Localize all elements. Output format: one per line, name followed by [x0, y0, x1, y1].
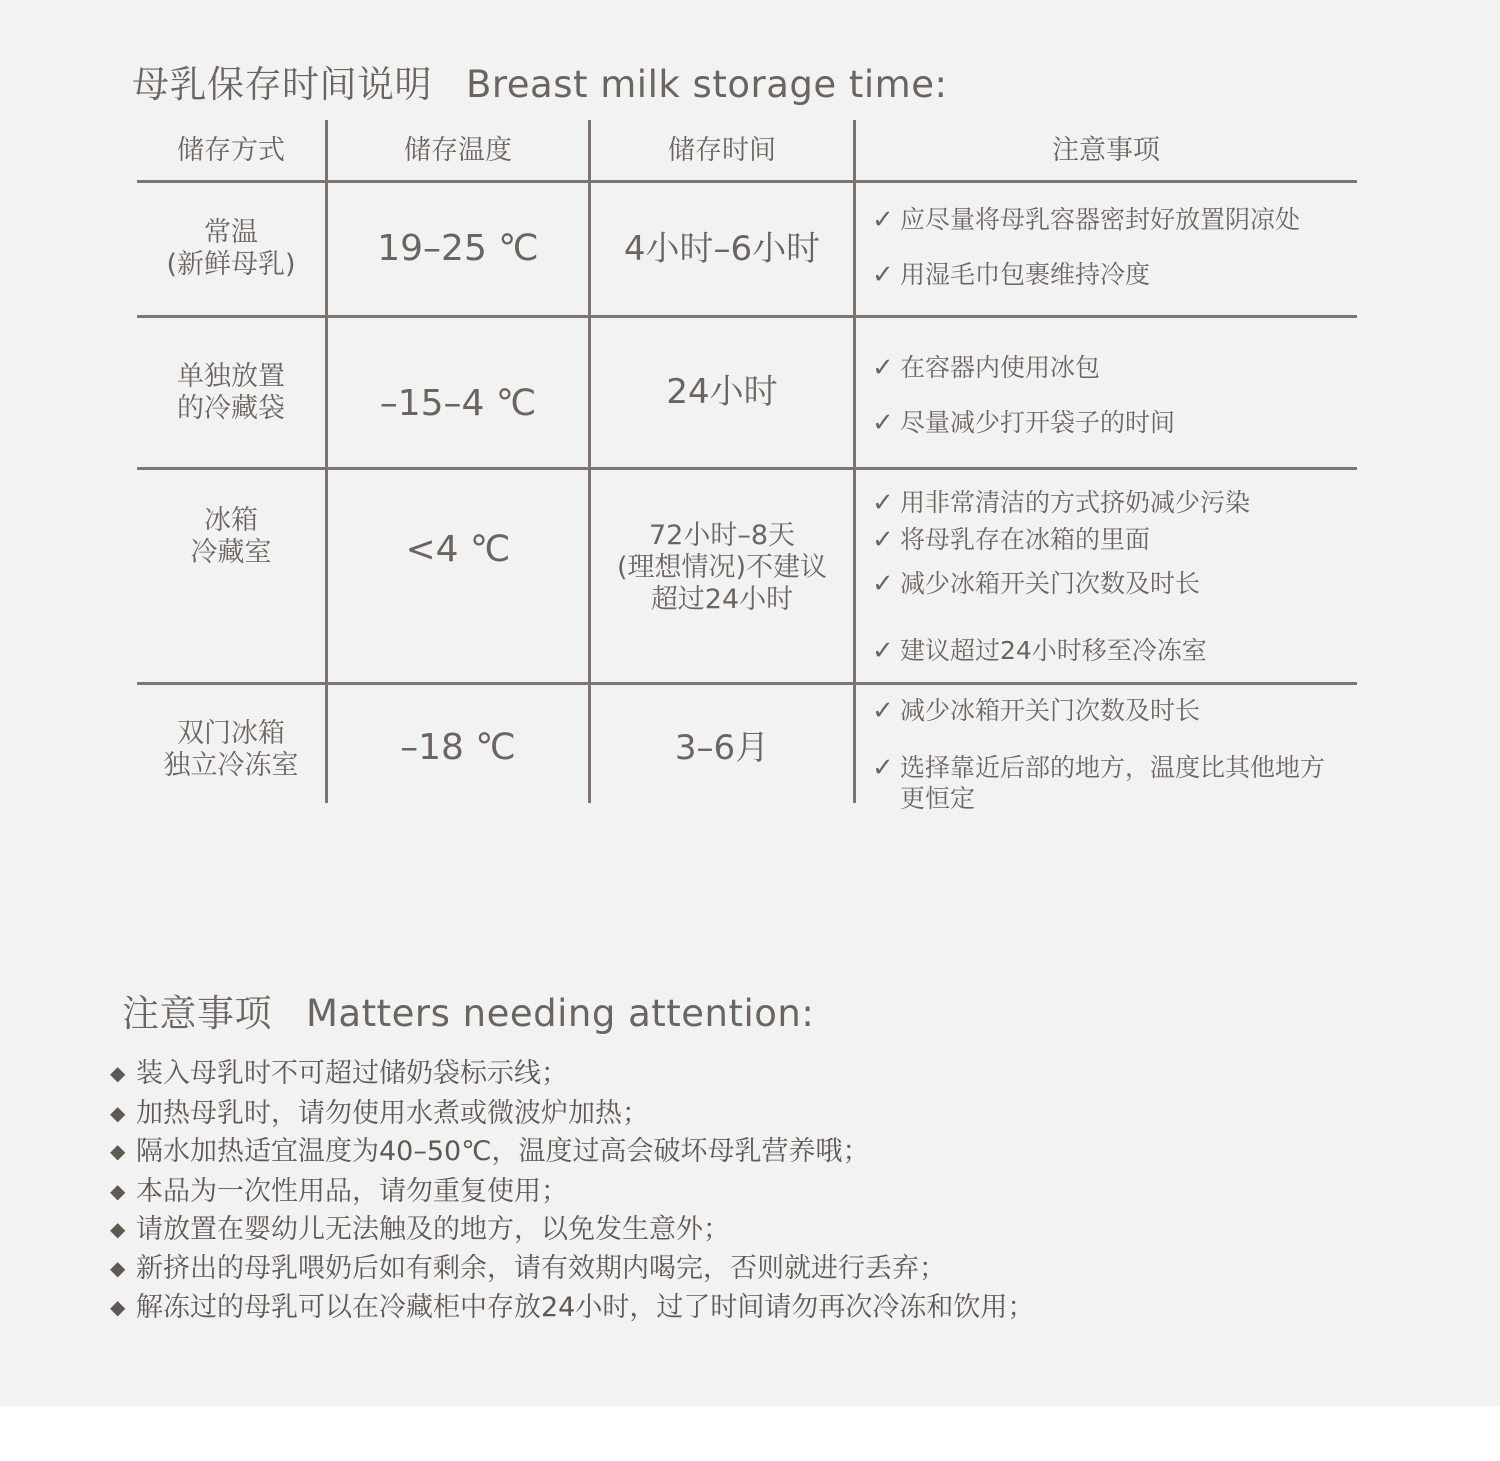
table-row-time — [591, 520, 853, 620]
method-line: (新鲜母乳) — [166, 249, 296, 280]
time-line: 超过24小时 — [650, 583, 794, 615]
check-icon: ✓ — [872, 353, 894, 383]
check-icon: ✓ — [872, 408, 894, 438]
diamond-bullet-icon: ◆ — [110, 1139, 126, 1163]
diamond-bullet-icon: ◆ — [110, 1179, 126, 1203]
list-item: ◆ 请放置在婴幼儿无法触及的地方，以免发生意外； — [110, 1214, 730, 1245]
diamond-bullet-icon: ◆ — [110, 1061, 126, 1085]
method-line: 的冷藏袋 — [177, 392, 285, 424]
note-item: ✓ 建议超过24小时移至冷冻室 — [872, 636, 1207, 666]
table-row-time: 3–6月 — [674, 727, 770, 768]
table-row-method — [137, 183, 325, 315]
check-icon: ✓ — [872, 569, 894, 599]
check-icon: ✓ — [872, 636, 894, 666]
note-item: ✓ 尽量减少打开袋子的时间 — [872, 408, 1176, 438]
diamond-bullet-icon: ◆ — [110, 1217, 126, 1241]
check-icon: ✓ — [872, 525, 894, 555]
header-temperature: 储存温度 — [404, 135, 512, 167]
note-item: ✓ 应尽量将母乳容器密封好放置阴凉处 — [872, 205, 1301, 235]
table-rule-row3 — [137, 682, 1357, 685]
note-item: ✓ 在容器内使用冰包 — [872, 353, 1101, 383]
list-item: ◆ 本品为一次性用品，请勿重复使用； — [110, 1176, 568, 1207]
check-icon: ✓ — [872, 488, 894, 518]
table-row-temperature: 19–25 ℃ — [377, 227, 539, 269]
note-item: ✓ 将母乳存在冰箱的里面 — [872, 525, 1151, 555]
table-row-time: 4小时–6小时 — [623, 228, 821, 269]
check-icon: ✓ — [872, 753, 894, 783]
table-row-temperature: <4 ℃ — [405, 528, 511, 570]
attention-title-en: Matters needing attention: — [306, 992, 815, 1035]
time-line: (理想情况)不建议 — [616, 551, 828, 583]
table-rule-row2 — [137, 467, 1357, 470]
attention-title-cn: 注意事项 — [122, 992, 272, 1035]
method-line: 冰箱 — [204, 505, 258, 536]
list-item: ◆ 新挤出的母乳喂奶后如有剩余，请有效期内喝完，否则就进行丢弃； — [110, 1253, 946, 1284]
storage-title-cn: 母乳保存时间说明 — [132, 63, 432, 106]
note-item: ✓ 用湿毛巾包裹维持冷度 — [872, 260, 1151, 290]
diamond-bullet-icon: ◆ — [110, 1101, 126, 1125]
note-item: ✓ 减少冰箱开关门次数及时长 — [872, 696, 1201, 726]
table-row-time: 24小时 — [666, 372, 778, 413]
diamond-bullet-icon: ◆ — [110, 1256, 126, 1280]
list-item: ◆ 隔水加热适宜温度为40–50℃，温度过高会破坏母乳营养哦； — [110, 1136, 870, 1167]
time-line: 72小时–8天 — [648, 520, 796, 551]
list-item: ◆ 装入母乳时不可超过储奶袋标示线； — [110, 1058, 568, 1089]
list-item: ◆ 加热母乳时，请勿使用水煮或微波炉加热； — [110, 1098, 649, 1129]
storage-section-title — [132, 54, 947, 108]
header-time: 储存时间 — [668, 135, 776, 167]
list-item: ◆ 解冻过的母乳可以在冷藏柜中存放24小时，过了时间请勿再次冷冻和饮用； — [110, 1292, 1035, 1323]
check-icon: ✓ — [872, 260, 894, 290]
table-row-temperature: –18 ℃ — [400, 726, 516, 768]
storage-title-en: Breast milk storage time: — [466, 63, 948, 106]
table-row-method — [137, 318, 325, 467]
header-notes: 注意事项 — [1052, 135, 1160, 167]
note-item: ✓ 用非常清洁的方式挤奶减少污染 — [872, 488, 1251, 518]
method-line: 双门冰箱 — [177, 718, 285, 750]
check-icon: ✓ — [872, 696, 894, 726]
table-divider-3 — [853, 120, 856, 803]
note-item-continuation: 更恒定 — [900, 784, 976, 813]
header-method: 储存方式 — [177, 135, 285, 167]
note-item: ✓ 选择靠近后部的地方，温度比其他地方 — [872, 753, 1326, 783]
attention-section-title — [122, 983, 814, 1037]
table-row-method — [137, 718, 325, 782]
diamond-bullet-icon: ◆ — [110, 1295, 126, 1319]
method-line: 独立冷冻室 — [163, 750, 299, 781]
method-line: 单独放置 — [177, 360, 285, 392]
note-item: ✓ 减少冰箱开关门次数及时长 — [872, 569, 1201, 599]
table-row-temperature: –15–4 ℃ — [379, 383, 537, 425]
table-row-method — [137, 505, 325, 600]
check-icon: ✓ — [872, 205, 894, 235]
method-line: 冷藏室 — [190, 536, 272, 568]
method-line: 常温 — [204, 217, 258, 249]
